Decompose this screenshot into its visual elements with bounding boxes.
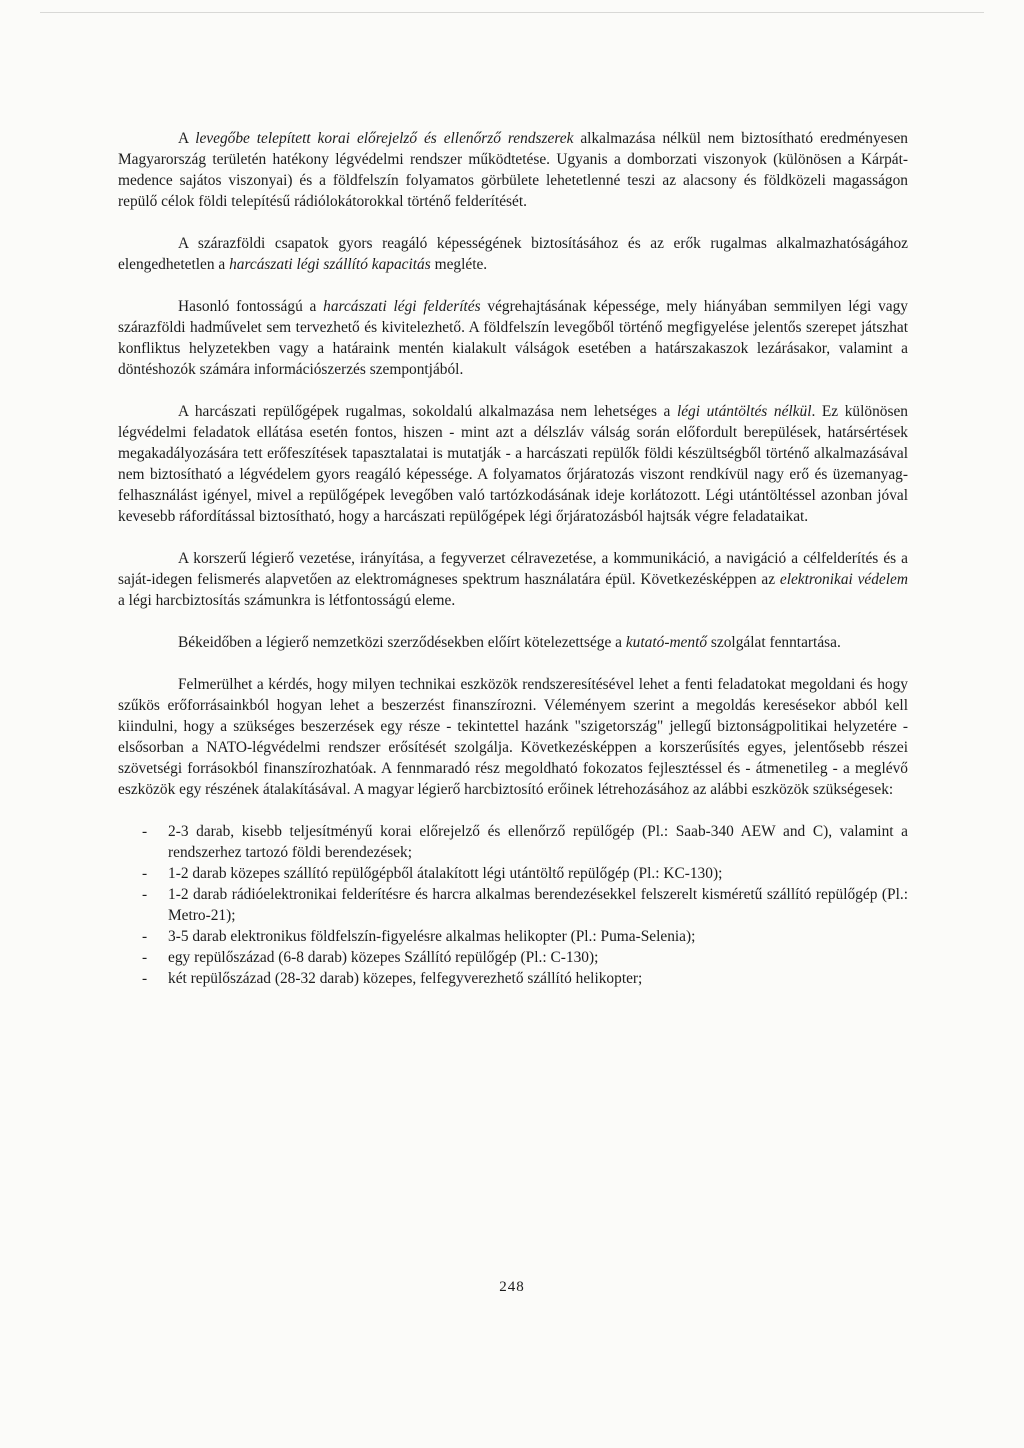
list-item: - egy repülőszázad (6-8 darab) közepes Szállító repülőgép (Pl.: C-130); <box>142 949 599 966</box>
scan-edge-line <box>40 12 984 13</box>
emphasis-recon: harcászati légi felderítés <box>323 298 481 315</box>
list-item: - két repülőszázad (28-32 darab) közepes, felfegyverezhető szállító helikopter; <box>142 970 643 987</box>
paragraph-sar: Békeidőben a légierő nemzetközi szerződésekben előírt kötelezettsége a kutató-mentő szolgálat fenntartása. <box>178 634 841 651</box>
paragraph-procurement: Felmerülhet a kérdés, hogy milyen technikai eszközök rendszeresítésével lehet a fenti feladatokat megoldani és hogy szűkös erőforrásainkból hogyan lehet a beszerzést finanszírozni. Véleményem szerint a megoldás keresésekor abból kell kiindulni, hogy a szükséges beszerzések egy része - tekintettel hazánk "szigetország" jellegű biztonságpolitikai helyzetére - elsősorban a NATO-légvédelmi rendszer erősítését szolgálja. Következésképpen a korszerűsítés egyes, jelentősebb részei szövetségi forrásokból finanszírozhatóak. A fennmaradó rész megoldható fokozatos fejlesztéssel és - átmenetileg - a meglévő eszközök egy részének átalakításával. A magyar légierő harcbiztosító erőinek létrehozásához az alábbi eszközök szükségesek: <box>118 676 908 798</box>
paragraph-airlift: A szárazföldi csapatok gyors reagáló képességének biztosításához és az erők rugalmas alkalmazhatóságához elengedhetetlen a harcászati légi szállító kapacitás megléte. <box>118 235 908 273</box>
list-item: - 2-3 darab, kisebb teljesítményű korai előrejelző és ellenőrző repülőgép (Pl.: Saab-340 AEW and C), valamint a rendszerhez tartozó földi berendezések; <box>142 823 908 861</box>
emphasis-sar: kutató-mentő <box>625 634 708 651</box>
body-text <box>118 128 908 989</box>
paragraph-ew: A korszerű légierő vezetése, irányítása, a fegyverzet célravezetése, a kommunikáció, a navigáció a célfelderítés és a saját-idegen felismerés alapvetően az elektromágneses spektrum használatára épül. Következésképpen az elektronikai védelem a légi harcbiztosítás számunkra is létfontosságú eleme. <box>118 550 908 609</box>
emphasis-refuel: légi utántöltés nélkül <box>676 403 812 420</box>
paragraph-refuel: A harcászati repülőgépek rugalmas, sokoldalú alkalmazása nem lehetséges a légi utántöltés nélkül. Ez különösen légvédelmi feladatok ellátása esetén fontos, hiszen - mint azt a délszláv válság során előfordult berepülések, határsértések megakadályozására tett erőfeszítések tapasztalatai is mutatják - a harcászati repülők földi készültségből történő alkalmazásával nem biztosítható a légvédelem gyors reagáló képessége. A folyamatos őrjáratozás viszont rendkívül nagy erő és üzemanyag-felhasználást igényel, mivel a repülőgépek levegőben való tartózkodásának ideje korlátozott. Légi utántöltéssel azonban jóval kevesebb ráfordítással biztosítható, hogy a harcászati repülőgépek légi őrjáratozásból hajtsák végre feladataikat. <box>118 403 908 525</box>
paragraph-aew: A levegőbe telepített korai előrejelző és ellenőrző rendszerek alkalmazása nélkül nem biztosítható eredményesen Magyarország területén hatékony légvédelmi rendszer működtetése. Ugyanis a domborzati viszonyok (különösen a Kárpát-medence sajátos viszonyai) és a földfelszín folyamatos görbülete lehetetlenné teszi az alacsony és földközeli magasságon repülő célok földi telepítésű rádiólokátorokkal történő felderítését. <box>118 130 908 210</box>
equipment-list <box>118 821 908 989</box>
emphasis-aew: levegőbe telepített korai előrejelző és ellenőrző rendszerek <box>195 130 574 147</box>
paragraph-recon: Hasonló fontosságú a harcászati légi felderítés végrehajtásának képessége, mely hiányában semmilyen légi vagy szárazföldi hadművelet sem tervezhető és kivitelezhető. A földfelszín levegőből történő megfigyelése jelentős szerepet játszhat konfliktus helyzetekben vagy a határaink mentén kialakult válságok esetében a határszakaszok lezárásakor, valamint a döntéshozók számára információszerzés szempontjából. <box>118 298 908 378</box>
page-number: 248 <box>499 1279 525 1295</box>
list-item: - 1-2 darab közepes szállító repülőgépből átalakított légi utántöltő repülőgép (Pl.: KC-130); <box>142 865 723 882</box>
emphasis-ew: elektronikai védelem <box>779 571 908 588</box>
list-item: - 3-5 darab elektronikus földfelszín-figyelésre alkalmas helikopter (Pl.: Puma-Selenia); <box>142 928 696 945</box>
list-item: - 1-2 darab rádióelektronikai felderítésre és harcra alkalmas berendezésekkel felszerelt kisméretű szállító repülőgép (Pl.: Metro-21); <box>142 886 908 924</box>
emphasis-airlift: harcászati légi szállító kapacitás <box>229 256 431 273</box>
